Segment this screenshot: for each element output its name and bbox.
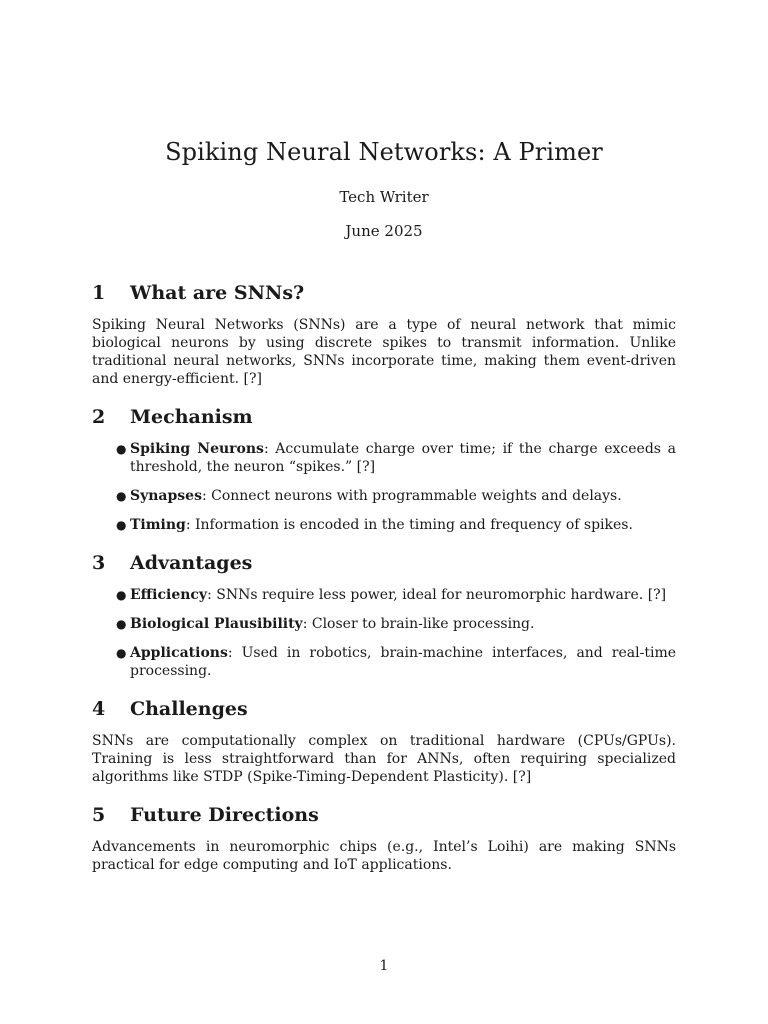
paragraph-text: Spiking Neural Networks (SNNs) are a type of neural network that mimic biological neurons by using discrete spikes to transmit information. Unlike traditional neural networks, SNNs incorporate time, making them event-driven and energy-efficient. [92, 317, 676, 387]
section-paragraph [92, 732, 676, 786]
page-number: 1 [379, 958, 389, 974]
section-mechanism [92, 406, 676, 534]
list-item [116, 586, 676, 604]
section-heading [92, 552, 676, 574]
section-what-are-snns [92, 282, 676, 388]
bullet-icon: ● [116, 646, 127, 660]
section-number: 1 [92, 282, 106, 304]
item-text: : SNNs require less power, ideal for neuromorphic hardware. [207, 587, 644, 603]
list-item [116, 615, 676, 633]
bullet-icon: ● [116, 518, 127, 532]
item-text: : Information is encoded in the timing and frequency of spikes. [185, 517, 633, 533]
section-heading [92, 804, 676, 826]
item-term: Biological Plausibility [130, 616, 303, 632]
item-term: Applications [130, 645, 228, 661]
section-paragraph [92, 316, 676, 388]
bullet-icon: ● [116, 617, 127, 631]
section-number: 4 [92, 698, 106, 720]
section-title: Advantages [130, 552, 253, 574]
item-term: Synapses [130, 488, 202, 504]
item-term: Efficiency [130, 587, 208, 603]
document-author: Tech Writer [339, 188, 429, 206]
section-title: Challenges [130, 698, 248, 720]
citation: [?] [243, 371, 262, 387]
item-text: : Connect neurons with programmable weights and delays. [201, 488, 622, 504]
citation: [?] [356, 459, 376, 475]
section-title: Mechanism [130, 406, 253, 428]
section-advantages [92, 552, 676, 680]
section-future-directions [92, 804, 676, 874]
paragraph-text: Advancements in neuromorphic chips (e.g., Intel’s Loihi) are making SNNs practical for edge computing and IoT applications. [92, 839, 676, 873]
document-title: Spiking Neural Networks: A Primer [165, 138, 603, 166]
section-number: 5 [92, 804, 106, 826]
section-heading [92, 698, 676, 720]
list-item [116, 487, 676, 505]
bullet-icon: ● [116, 489, 127, 503]
list-item [116, 516, 676, 534]
item-text: : Accumulate charge over time; if the charge exceeds a threshold, the neuron “spikes.” [130, 441, 676, 475]
citation: [?] [647, 587, 667, 603]
section-number: 2 [92, 406, 106, 428]
section-heading [92, 406, 676, 428]
section-title: Future Directions [130, 804, 319, 826]
bullet-list [92, 440, 676, 534]
bullet-icon: ● [116, 442, 127, 456]
bullet-icon: ● [116, 588, 127, 602]
section-heading [92, 282, 676, 304]
item-term: Spiking Neurons [130, 441, 264, 457]
item-text: : Used in robotics, brain-machine interfaces, and real-time processing. [130, 645, 676, 679]
section-paragraph [92, 838, 676, 874]
bullet-list [92, 586, 676, 680]
section-number: 3 [92, 552, 106, 574]
section-title: What are SNNs? [130, 282, 305, 304]
item-text: : Closer to brain-like processing. [302, 616, 535, 632]
section-challenges [92, 698, 676, 786]
list-item [116, 440, 676, 476]
citation: [?] [512, 769, 532, 785]
document-date: June 2025 [345, 222, 423, 240]
document-body [92, 282, 676, 892]
item-term: Timing [130, 517, 186, 533]
paragraph-text: SNNs are computationally complex on traditional hardware (CPUs/GPUs). Training is less straightforward than for ANNs, often requiring specialized algorithms like STDP (Spike-Timing-Dependent Plasticity). [92, 733, 676, 785]
list-item [116, 644, 676, 680]
